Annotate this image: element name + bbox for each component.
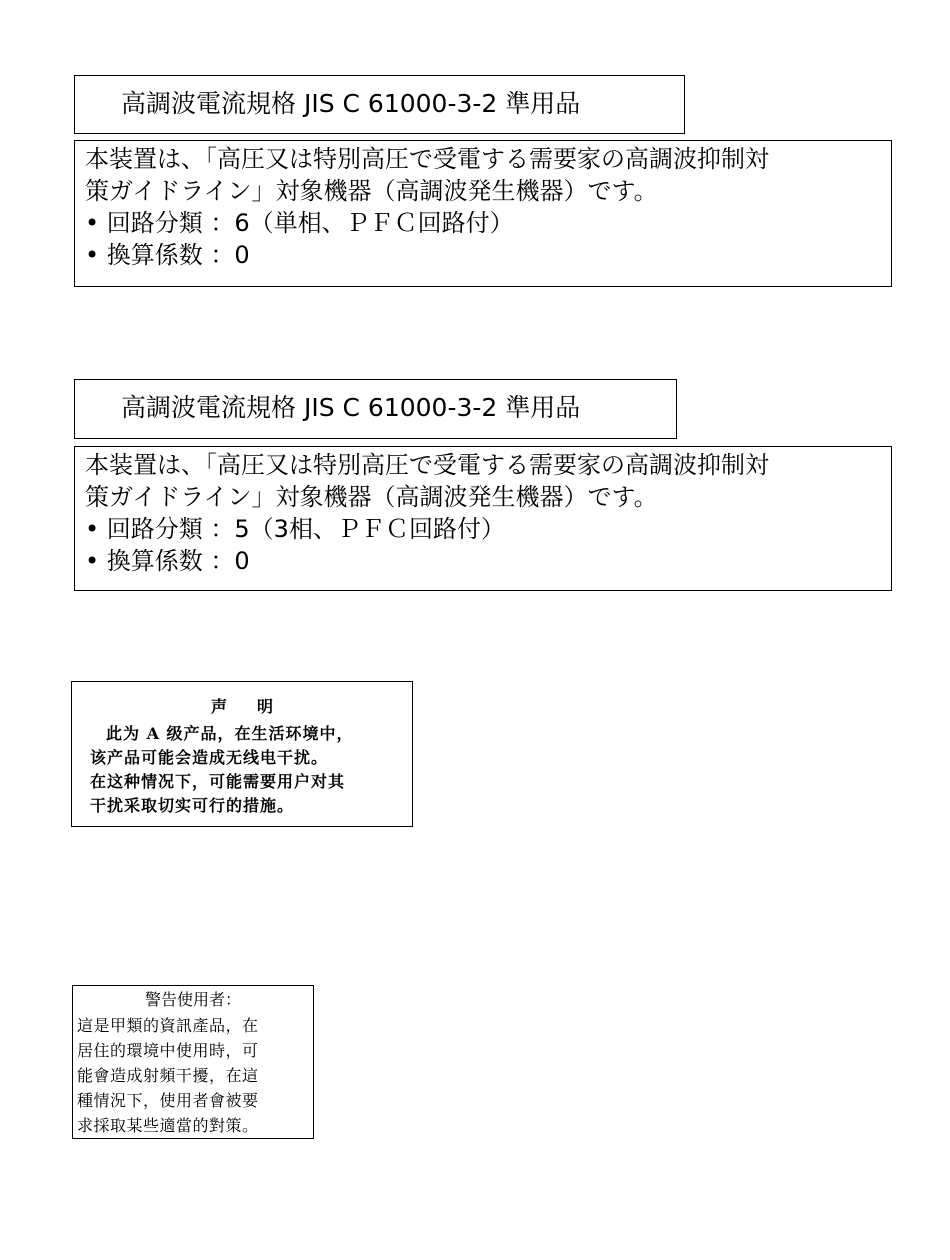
statement-line: 该产品可能会造成无线电干扰。	[90, 748, 329, 767]
class-a-statement-simplified-chinese	[71, 681, 413, 827]
harmonics-notice-body-1	[74, 140, 892, 287]
warning-line: 種情況下，使用者會被要	[77, 1091, 259, 1110]
notice-line: 本装置は、「高圧又は特別高圧で受電する需要家の高調波抑制対	[85, 451, 769, 479]
class-a-warning-traditional-chinese	[72, 985, 314, 1139]
harmonics-standard-title-1: 高調波電流規格 JIS C 61000-3-2 準用品	[74, 75, 685, 134]
warning-line: 這是甲類的資訊產品，在	[77, 1016, 259, 1035]
notice-line: 策ガイドライン」対象機器（高調波発生機器）です。	[85, 483, 658, 511]
statement-line: 干扰采取切实可行的措施。	[90, 796, 295, 815]
circuit-class-line: • 回路分類 ：5（3相、ＰＦＣ回路付）	[85, 515, 505, 543]
harmonics-notice-body-2	[74, 446, 892, 591]
warning-heading: 警告使用者：	[144, 990, 241, 1009]
statement-line: 在这种情况下，可能需要用户对其	[90, 772, 346, 791]
notice-line: 本装置は、「高圧又は特別高圧で受電する需要家の高調波抑制対	[85, 145, 769, 173]
warning-line: 求採取某些適當的對策。	[77, 1116, 259, 1135]
harmonics-standard-title-2: 高調波電流規格 JIS C 61000-3-2 準用品	[74, 379, 677, 439]
warning-line: 能會造成射頻干擾，在這	[77, 1066, 259, 1085]
warning-line: 居住的環境中使用時，可	[77, 1041, 259, 1060]
conversion-factor-line: • 換算係数 ：0	[85, 547, 250, 575]
conversion-factor-line: • 換算係数 ：0	[85, 241, 250, 269]
notice-line: 策ガイドライン」対象機器（高調波発生機器）です。	[85, 177, 658, 205]
statement-heading: 声明	[210, 697, 303, 716]
statement-line: 此为 A 级产品，在生活环境中，	[106, 724, 354, 743]
circuit-class-line: • 回路分類 ：6（単相、ＰＦＣ回路付）	[85, 209, 514, 237]
